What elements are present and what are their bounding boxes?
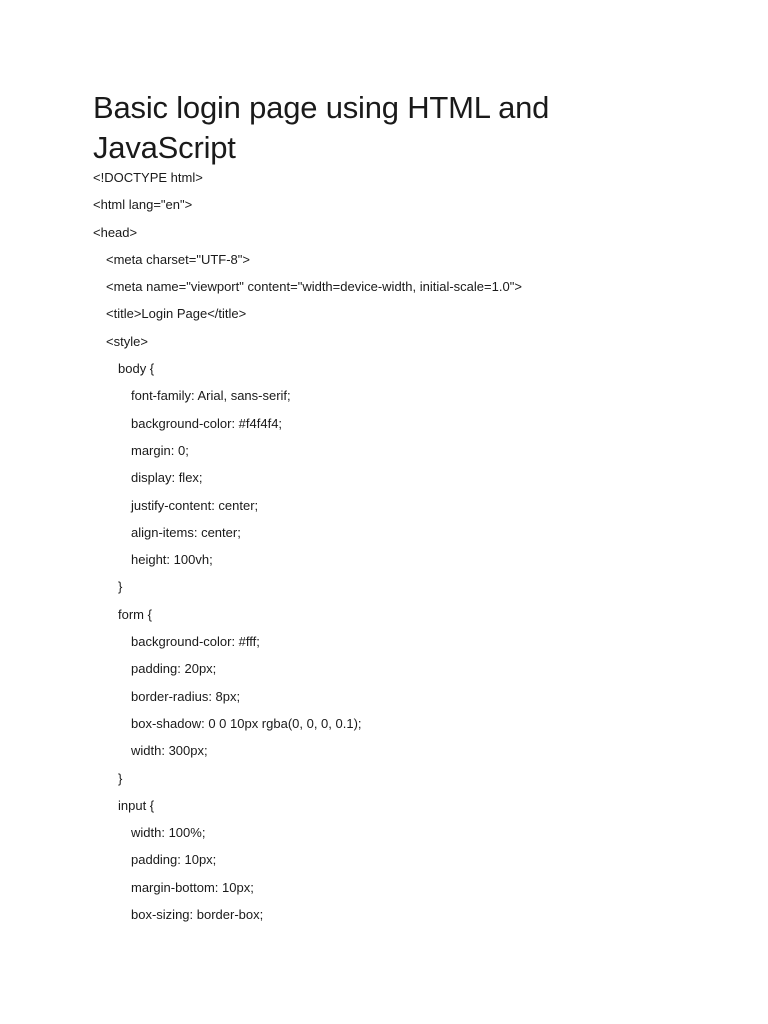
code-line: <!DOCTYPE html> xyxy=(93,170,203,185)
code-line: input { xyxy=(118,797,155,813)
code-line: border-radius: 8px; xyxy=(131,688,241,704)
code-line: width: 300px; xyxy=(131,743,208,759)
code-line: <meta charset="UTF-8"> xyxy=(106,251,250,267)
code-line: background-color: #f4f4f4; xyxy=(131,415,283,431)
code-line: margin-bottom: 10px; xyxy=(131,879,254,895)
code-line: box-shadow: 0 0 10px rgba(0, 0, 0, 0.1); xyxy=(131,715,362,731)
code-line: font-family: Arial, sans-serif; xyxy=(131,388,291,404)
code-line: <html lang="en"> xyxy=(93,197,193,213)
code-line: align-items: center; xyxy=(131,524,241,540)
code-listing xyxy=(93,168,522,932)
code-line: body { xyxy=(118,361,155,377)
code-line: padding: 10px; xyxy=(131,852,217,868)
code-line: form { xyxy=(118,606,152,622)
document-title: Basic login page using HTML and JavaScript xyxy=(93,90,550,165)
code-line: } xyxy=(118,579,123,595)
code-line: box-sizing: border-box; xyxy=(131,907,264,923)
code-line: margin: 0; xyxy=(131,442,189,458)
code-line: <style> xyxy=(106,333,148,349)
code-line: } xyxy=(118,770,123,786)
code-line: justify-content: center; xyxy=(131,497,259,513)
code-line: <title>Login Page</title> xyxy=(106,306,247,322)
code-line: padding: 20px; xyxy=(131,661,217,677)
code-line: width: 100%; xyxy=(131,825,206,841)
code-line: height: 100vh; xyxy=(131,552,213,568)
code-line: display: flex; xyxy=(131,470,203,486)
code-line: <head> xyxy=(93,224,138,240)
code-line: <meta name="viewport" content="width=device-width, initial-scale=1.0"> xyxy=(106,279,522,295)
code-line: background-color: #fff; xyxy=(131,634,260,650)
